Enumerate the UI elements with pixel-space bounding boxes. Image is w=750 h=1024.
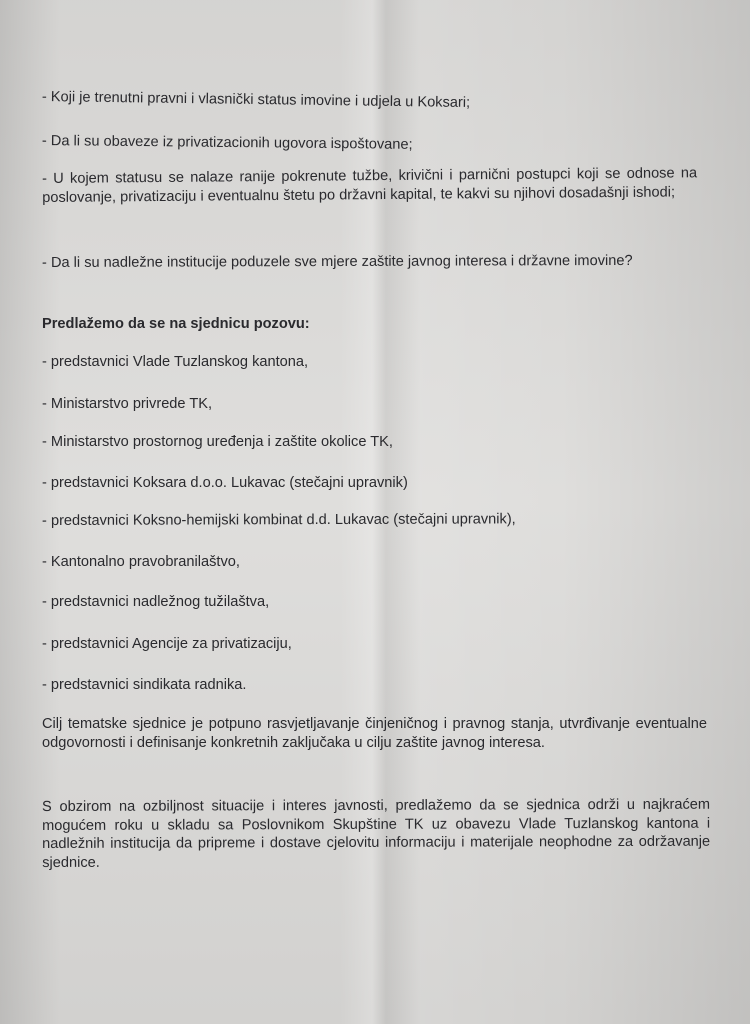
invitee-item: - predstavnici nadležnog tužilaštva, <box>42 594 270 610</box>
question-item: - Da li su obaveze iz privatizacionih ugovora ispoštovane; <box>41 132 413 153</box>
question-item: - Da li su nadležne institucije poduzele sve mjere zaštite javnog interesa i državne imovine? <box>42 252 633 271</box>
invite-heading: Predlažemo da se na sjednicu pozovu: <box>42 316 310 332</box>
closing-paragraph: S obzirom na ozbiljnost situacije i interes javnosti, predlažemo da se sjednica održi u najkraćem mogućem roku u skladu sa Poslovnikom Skupštine TK uz obavezu Vlade Tuzlanskog kantona i nadležnih institucija da pripreme i dostave cjelovitu informaciju i materijale neophodne za održavanje sjednice. <box>42 796 711 871</box>
invitee-item: - predstavnici Agencije za privatizaciju, <box>42 636 292 652</box>
invitee-item: - Ministarstvo prostornog uređenja i zaštite okolice TK, <box>42 434 393 450</box>
question-item: - U kojem statusu se nalaze ranije pokrenute tužbe, krivični i parnični postupci koji se odnose na poslovanje, privatizaciju i eventualnu štetu po državni kapital, te kakvi su njihovi dosadašnji ishodi; <box>42 165 698 206</box>
invitee-item: - Ministarstvo privrede TK, <box>42 396 213 412</box>
invitee-item: - Kantonalno pravobranilaštvo, <box>42 554 240 570</box>
invitee-item: - predstavnici Koksara d.o.o. Lukavac (stečajni upravnik) <box>42 475 408 491</box>
invitee-item: - predstavnici Vlade Tuzlanskog kantona, <box>42 354 309 370</box>
question-item: - Koji je trenutni pravni i vlasnički status imovine i udjela u Koksari; <box>41 88 471 111</box>
invitee-item: - predstavnici sindikata radnika. <box>42 677 247 693</box>
goal-paragraph: Cilj tematske sjednice je potpuno rasvjetljavanje činjeničnog i pravnog stanja, utvrđivanje eventualne odgovornosti i definisanje konkretnih zaključaka u cilju zaštite javnog interesa. <box>42 716 707 751</box>
invitee-item: - predstavnici Koksno-hemijski kombinat d.d. Lukavac (stečajni upravnik), <box>42 511 516 529</box>
